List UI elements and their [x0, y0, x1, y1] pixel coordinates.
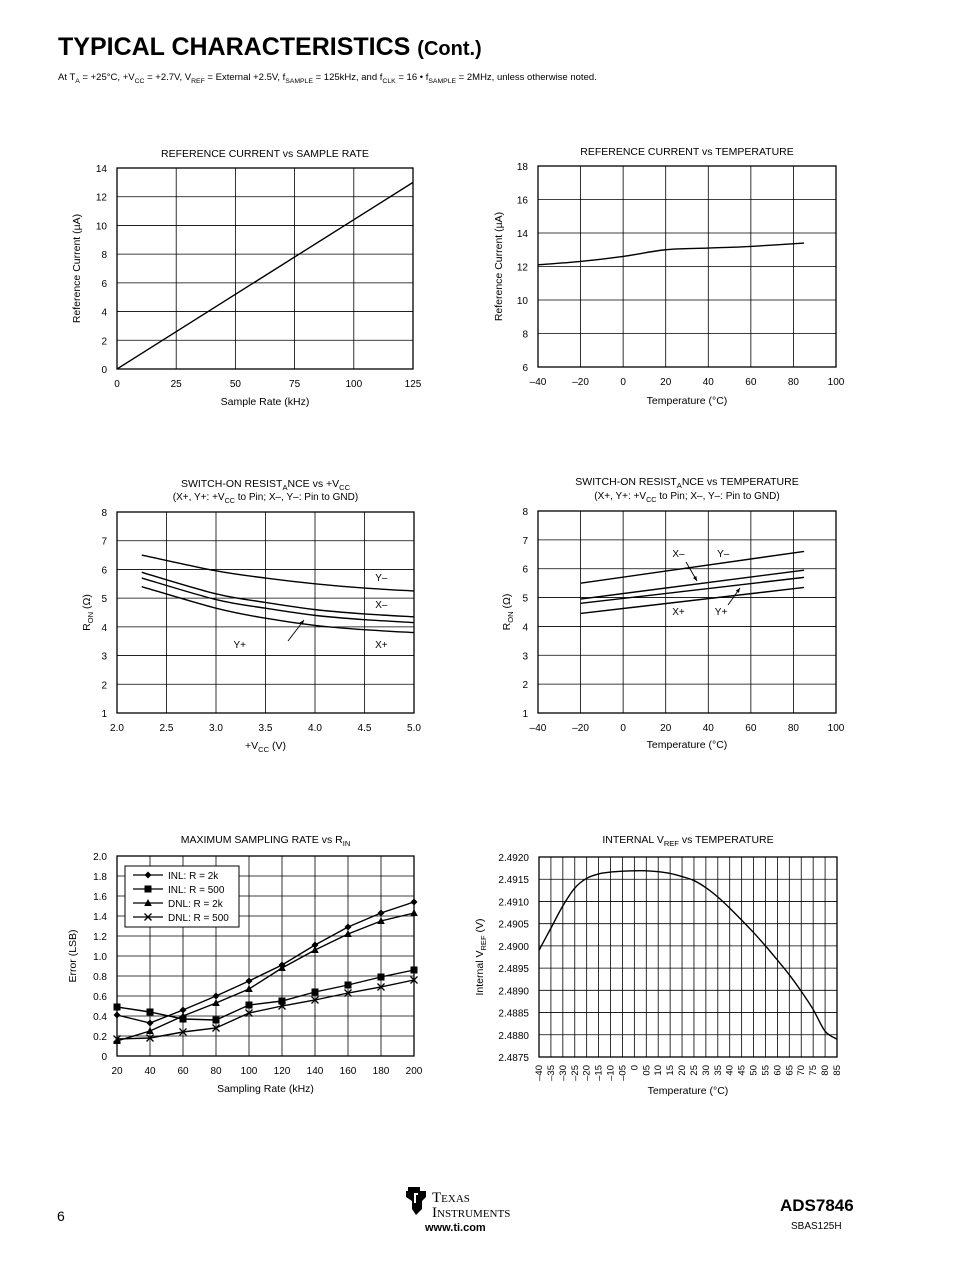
- series-line-1: [581, 570, 805, 599]
- series-line-0: [538, 243, 804, 265]
- y-tick-label: 1.6: [93, 892, 107, 903]
- series-line-0: [581, 551, 805, 583]
- y-tick-label: 2.4900: [498, 941, 529, 953]
- data-point: [114, 1012, 121, 1019]
- y-tick-label: 0: [101, 1052, 107, 1063]
- data-point: [246, 1002, 253, 1009]
- y-tick-label: 10: [516, 296, 528, 307]
- series-line-1: [117, 970, 414, 1020]
- y-tick-label: 2: [101, 336, 107, 348]
- series-line-2: [581, 577, 805, 603]
- x-tick-label: –20: [572, 723, 589, 734]
- x-tick-label: –30: [557, 1065, 569, 1081]
- ref-current-vs-sample-rate-chart: [71, 148, 422, 408]
- curve-label: X–: [375, 600, 388, 612]
- y-axis-label: Reference Current (µA): [493, 211, 505, 322]
- x-tick-label: 80: [787, 723, 799, 734]
- y-tick-label: 1: [101, 709, 107, 720]
- data-point: [245, 985, 253, 992]
- x-axis-label: $+V_{CC}$ (V): [245, 740, 286, 754]
- plot-frame: [539, 857, 837, 1057]
- max-sampling-rate-vs-rin-chart: [67, 834, 423, 1095]
- x-tick-label: 180: [372, 1066, 390, 1077]
- x-tick-label: 20: [660, 377, 672, 388]
- y-tick-label: 12: [95, 192, 107, 204]
- y-tick-label: 0: [101, 365, 107, 376]
- x-tick-label: –40: [529, 377, 547, 388]
- x-tick-label: 45: [736, 1065, 748, 1076]
- ti-name-line2: Instruments: [432, 1205, 511, 1221]
- y-axis-label: Internal $V_{REF}$ (V): [474, 918, 488, 996]
- page-title-text: TYPICAL CHARACTERISTICS: [58, 33, 411, 61]
- chart-title: SWITCH-ON $RESIST_ANCE$ vs TEMPERATURE: [575, 476, 799, 490]
- y-tick-label: 14: [516, 229, 528, 240]
- data-point: [410, 909, 418, 916]
- x-tick-label: 160: [339, 1066, 357, 1077]
- x-tick-label: 85: [832, 1065, 843, 1076]
- legend-label: DNL: R = 2k: [168, 899, 223, 910]
- y-tick-label: 1.0: [93, 952, 107, 963]
- data-point: [147, 1020, 154, 1027]
- y-tick-label: 2: [101, 680, 107, 692]
- x-tick-label: 60: [177, 1066, 189, 1077]
- x-tick-label: 100: [240, 1066, 258, 1077]
- y-tick-label: 1.8: [93, 872, 107, 883]
- y-tick-label: 2.4890: [498, 986, 529, 998]
- x-tick-label: 120: [273, 1066, 291, 1077]
- chart-title: REFERENCE CURRENT vs TEMPERATURE: [580, 146, 794, 158]
- curve-label: X+: [672, 606, 685, 618]
- x-tick-label: –10: [605, 1065, 617, 1081]
- series-line-2: [117, 913, 414, 1041]
- data-point: [114, 1004, 121, 1011]
- ref-current-vs-temperature-chart: [493, 146, 845, 407]
- ti-company-name: [432, 1191, 510, 1221]
- page-title-cont: (Cont.): [417, 38, 482, 60]
- y-tick-label: 4: [522, 622, 528, 634]
- x-tick-label: 10: [653, 1065, 665, 1076]
- x-tick-label: 40: [702, 377, 714, 388]
- x-tick-label: 4.0: [308, 723, 322, 734]
- x-tick-label: 5.0: [407, 723, 421, 734]
- y-tick-label: 2: [522, 680, 528, 692]
- y-tick-label: 5: [522, 593, 528, 605]
- legend-label: INL: R = 2k: [168, 871, 219, 882]
- y-tick-label: 6: [522, 564, 528, 576]
- ti-name-line1: Texas: [432, 1190, 470, 1206]
- x-tick-label: 0: [620, 723, 626, 734]
- x-tick-label: –25: [569, 1065, 581, 1081]
- curve-label: Y+: [714, 606, 728, 618]
- x-tick-label: –05: [617, 1065, 629, 1081]
- x-tick-label: 100: [827, 723, 845, 734]
- y-tick-label: 1: [522, 709, 528, 720]
- y-tick-label: 12: [516, 262, 528, 274]
- y-tick-label: 0.8: [93, 972, 107, 983]
- y-tick-label: 6: [101, 565, 107, 577]
- y-tick-label: 1.2: [93, 932, 107, 943]
- curve-label: X+: [375, 639, 388, 651]
- x-tick-label: 65: [784, 1065, 796, 1076]
- x-tick-label: 25: [170, 379, 182, 390]
- y-axis-label: $R_{ON}$ (Ω): [501, 593, 515, 631]
- y-tick-label: 3: [101, 651, 107, 663]
- data-point: [312, 989, 319, 996]
- y-tick-label: 2.4875: [498, 1053, 529, 1064]
- x-tick-label: 20: [111, 1066, 123, 1077]
- x-tick-label: 60: [745, 377, 757, 388]
- x-tick-label: 20: [660, 723, 672, 734]
- y-tick-label: 16: [516, 195, 528, 207]
- x-tick-label: –40: [529, 723, 547, 734]
- x-tick-label: 4.5: [357, 723, 372, 734]
- x-tick-label: 80: [787, 377, 799, 388]
- y-tick-label: 8: [522, 507, 528, 518]
- x-tick-label: 3.5: [258, 723, 273, 734]
- y-axis-label: $R_{ON}$ (Ω): [81, 594, 95, 631]
- chart-title: INTERNAL $V_{REF}$ vs TEMPERATURE: [602, 834, 774, 848]
- series-line-3: [117, 980, 414, 1039]
- x-tick-label: 15: [665, 1065, 677, 1076]
- y-axis-label: Reference Current (µA): [71, 213, 83, 324]
- x-tick-label: 0: [114, 379, 120, 390]
- legend-marker: [145, 886, 152, 893]
- data-point: [378, 974, 385, 981]
- x-tick-label: 100: [827, 377, 845, 388]
- x-tick-label: –20: [572, 377, 589, 388]
- x-tick-label: 30: [700, 1065, 712, 1076]
- data-point: [345, 982, 352, 989]
- chart-title: SWITCH-ON $RESIST_ANCE$ vs $+V_{CC}$: [180, 478, 351, 492]
- x-tick-label: 0: [620, 377, 626, 388]
- x-tick-label: 0: [629, 1065, 641, 1071]
- part-number: ADS7846: [780, 1196, 854, 1215]
- y-tick-label: 8: [101, 508, 107, 519]
- x-tick-label: 3.0: [209, 723, 223, 734]
- page-number: 6: [57, 1208, 65, 1224]
- x-tick-label: 40: [702, 723, 714, 734]
- x-tick-label: –35: [545, 1065, 557, 1081]
- series-line-0: [117, 182, 413, 369]
- data-point: [411, 899, 418, 906]
- x-axis-label: Sampling Rate (kHz): [217, 1083, 314, 1095]
- x-tick-label: 40: [724, 1065, 736, 1076]
- data-point: [213, 1017, 220, 1024]
- data-point: [378, 910, 385, 917]
- chart-legend: [125, 866, 239, 927]
- x-tick-label: 50: [748, 1065, 760, 1076]
- y-tick-label: 2.4920: [498, 853, 529, 864]
- x-tick-label: 75: [289, 379, 301, 390]
- x-axis-label: Temperature (°C): [646, 739, 728, 751]
- x-tick-label: –15: [593, 1065, 605, 1081]
- x-tick-label: 140: [306, 1066, 324, 1077]
- x-tick-label: 125: [404, 379, 422, 390]
- y-tick-label: 2.4910: [498, 897, 529, 909]
- chart-subtitle: (X+, Y+: $+V_{CC}$ to Pin; X–, Y–: Pin to GND): [172, 492, 359, 505]
- y-tick-label: 2.4915: [498, 875, 529, 887]
- y-tick-label: 8: [101, 250, 107, 262]
- doc-number: SBAS125H: [791, 1221, 842, 1232]
- plot-frame: [538, 511, 836, 713]
- x-tick-label: 35: [712, 1065, 724, 1076]
- curve-label: Y+: [233, 639, 247, 651]
- x-axis-label: Sample Rate (kHz): [220, 396, 310, 408]
- x-tick-label: 05: [641, 1065, 653, 1076]
- x-tick-label: 20: [677, 1065, 689, 1076]
- y-tick-label: 0.2: [93, 1032, 107, 1043]
- x-tick-label: 2.5: [159, 723, 174, 734]
- switch-on-resistance-vs-temperature-chart: [501, 476, 845, 751]
- y-tick-label: 7: [522, 535, 528, 547]
- y-tick-label: 6: [522, 363, 528, 374]
- data-point: [147, 1009, 154, 1016]
- x-tick-label: –40: [534, 1065, 545, 1081]
- x-tick-label: 75: [808, 1065, 820, 1076]
- x-tick-label: 60: [772, 1065, 784, 1076]
- y-tick-label: 14: [95, 164, 107, 175]
- switch-on-resistance-vs-vcc-chart: [81, 478, 421, 754]
- x-axis-label: Temperature (°C): [646, 395, 728, 407]
- x-tick-label: 40: [144, 1066, 156, 1077]
- y-tick-label: 6: [101, 278, 107, 290]
- internal-vref-vs-temperature-chart: [474, 834, 843, 1097]
- x-tick-label: 70: [796, 1065, 808, 1076]
- y-tick-label: 1.4: [93, 912, 107, 923]
- curve-label: X–: [672, 549, 685, 561]
- y-tick-label: 4: [101, 622, 107, 634]
- y-tick-label: 0.4: [93, 1012, 107, 1023]
- y-tick-label: 0.6: [93, 992, 107, 1003]
- x-tick-label: 50: [229, 379, 241, 390]
- test-conditions: At $T_A = +25^\circ C$, $+V_{CC} = +2.7V$, $V_{REF}$ = External +2.5V, $f_{SAMPLE} = 125kHz$, and $f_{CLK} = 16$ • $f_{SAMPLE} = 2MHz$, unless otherwise noted.: [58, 72, 597, 85]
- y-tick-label: 2.0: [93, 852, 107, 863]
- data-point: [411, 967, 418, 974]
- x-axis-label: Temperature (°C): [647, 1085, 729, 1097]
- y-tick-label: 8: [522, 329, 528, 341]
- y-tick-label: 5: [101, 594, 107, 606]
- y-tick-label: 3: [522, 651, 528, 663]
- plot-frame: [117, 168, 413, 369]
- chart-subtitle: (X+, Y+: $+V_{CC}$ to Pin; X–, Y–: Pin to GND): [594, 491, 780, 504]
- x-tick-label: 200: [405, 1066, 423, 1077]
- legend-label: DNL: R = 500: [168, 913, 229, 924]
- y-tick-label: 2.4885: [498, 1008, 529, 1020]
- data-point: [246, 978, 253, 985]
- chart-title: MAXIMUM SAMPLING RATE vs $R_{IN}$: [180, 834, 351, 848]
- x-tick-label: 55: [760, 1065, 772, 1076]
- data-point: [345, 924, 352, 931]
- series-line-0: [142, 555, 414, 591]
- y-tick-label: 2.4905: [498, 919, 529, 931]
- data-point: [213, 993, 220, 1000]
- x-tick-label: –20: [581, 1065, 593, 1081]
- x-tick-label: 60: [745, 723, 757, 734]
- x-tick-label: 100: [345, 379, 363, 390]
- curve-label: Y–: [375, 572, 388, 584]
- leader-arrowhead: [736, 588, 740, 593]
- x-tick-label: 80: [210, 1066, 222, 1077]
- series-line-0: [539, 871, 837, 1040]
- chart-title: REFERENCE CURRENT vs SAMPLE RATE: [161, 148, 369, 160]
- y-tick-label: 2.4895: [498, 964, 529, 976]
- x-tick-label: 2.0: [110, 723, 124, 734]
- x-tick-label: 80: [820, 1065, 832, 1076]
- y-axis-label: Error (LSB): [67, 929, 79, 983]
- ti-url[interactable]: www.ti.com: [425, 1222, 486, 1234]
- y-tick-label: 4: [101, 307, 107, 319]
- y-tick-label: 10: [95, 221, 107, 233]
- y-tick-label: 7: [101, 536, 107, 548]
- y-tick-label: 2.4880: [498, 1030, 529, 1042]
- series-line-3: [581, 587, 805, 613]
- x-tick-label: 25: [688, 1065, 700, 1076]
- y-tick-label: 18: [516, 162, 528, 173]
- legend-label: INL: R = 500: [168, 885, 225, 896]
- curve-label: Y–: [717, 549, 730, 561]
